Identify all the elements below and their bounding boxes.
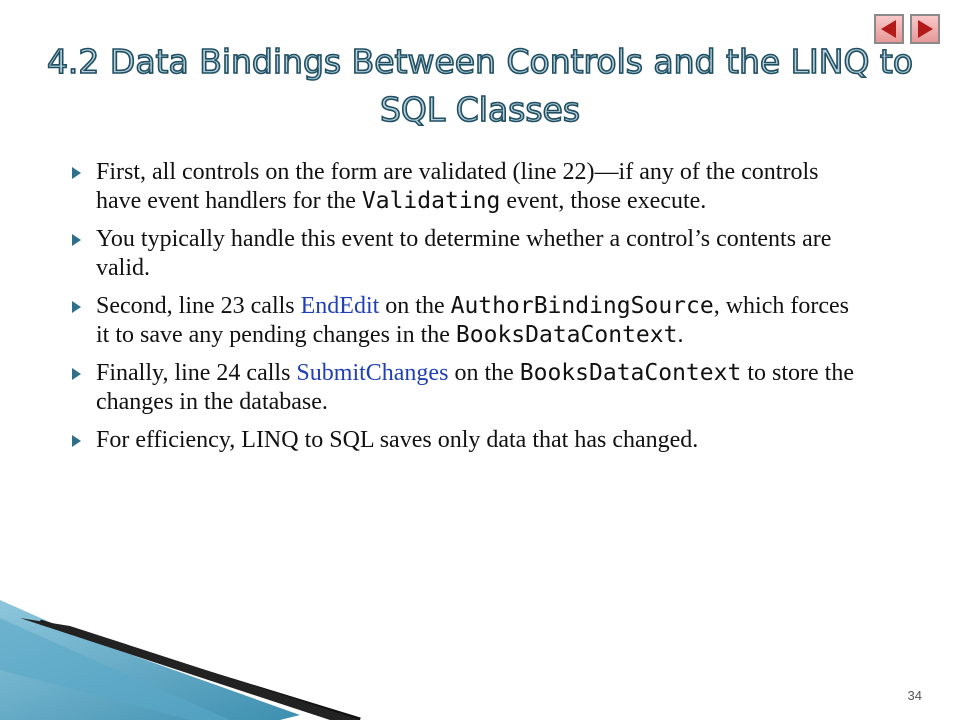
text-run: Finally, line 24 calls: [96, 360, 297, 386]
bullet-triangle-icon: [72, 234, 81, 246]
text-run: event, those execute.: [500, 188, 707, 214]
bullet-text: [96, 360, 854, 415]
code-term: BooksDataContext: [519, 360, 742, 386]
text-run: For efficiency, LINQ to SQL saves only data that has changed.: [96, 427, 699, 453]
bullet-item: [70, 426, 860, 455]
bullet-item: [70, 292, 860, 350]
bullet-item: [70, 158, 860, 216]
bullet-triangle-icon: [72, 301, 81, 313]
decorative-swoosh: [0, 600, 420, 720]
text-run: You typically handle this event to determine whether a control’s contents are valid.: [96, 226, 832, 281]
bullet-text: [96, 159, 818, 214]
text-run: .: [677, 322, 684, 348]
text-run: on the: [448, 360, 520, 386]
bullet-text: [96, 226, 831, 281]
text-run: to store the changes in the database.: [96, 360, 854, 415]
method-link[interactable]: SubmitChanges: [296, 360, 449, 386]
text-run: on the: [379, 293, 451, 319]
text-run: Second, line 23 calls: [96, 293, 301, 319]
page-number: 34: [907, 688, 922, 703]
text-run: , which forces it to save any pending changes in the: [96, 293, 849, 348]
bullet-text: [96, 293, 849, 348]
text-run: First, all controls on the form are validated (line 22)—if any of the controls have event handlers for the: [96, 159, 819, 214]
slide-title: 4.2 Data Bindings Between Controls and the LINQ to SQL Classes: [46, 42, 914, 129]
bullet-item: [70, 359, 860, 417]
code-term: AuthorBindingSource: [450, 293, 714, 319]
method-link[interactable]: EndEdit: [300, 293, 380, 319]
bullet-list: [70, 158, 860, 464]
bullet-triangle-icon: [72, 167, 81, 179]
bullet-triangle-icon: [72, 368, 81, 380]
bullet-item: [70, 225, 860, 283]
bullet-triangle-icon: [72, 435, 81, 447]
code-term: BooksDataContext: [455, 322, 678, 348]
code-term: Validating: [361, 188, 501, 214]
bullet-text: [96, 427, 698, 453]
